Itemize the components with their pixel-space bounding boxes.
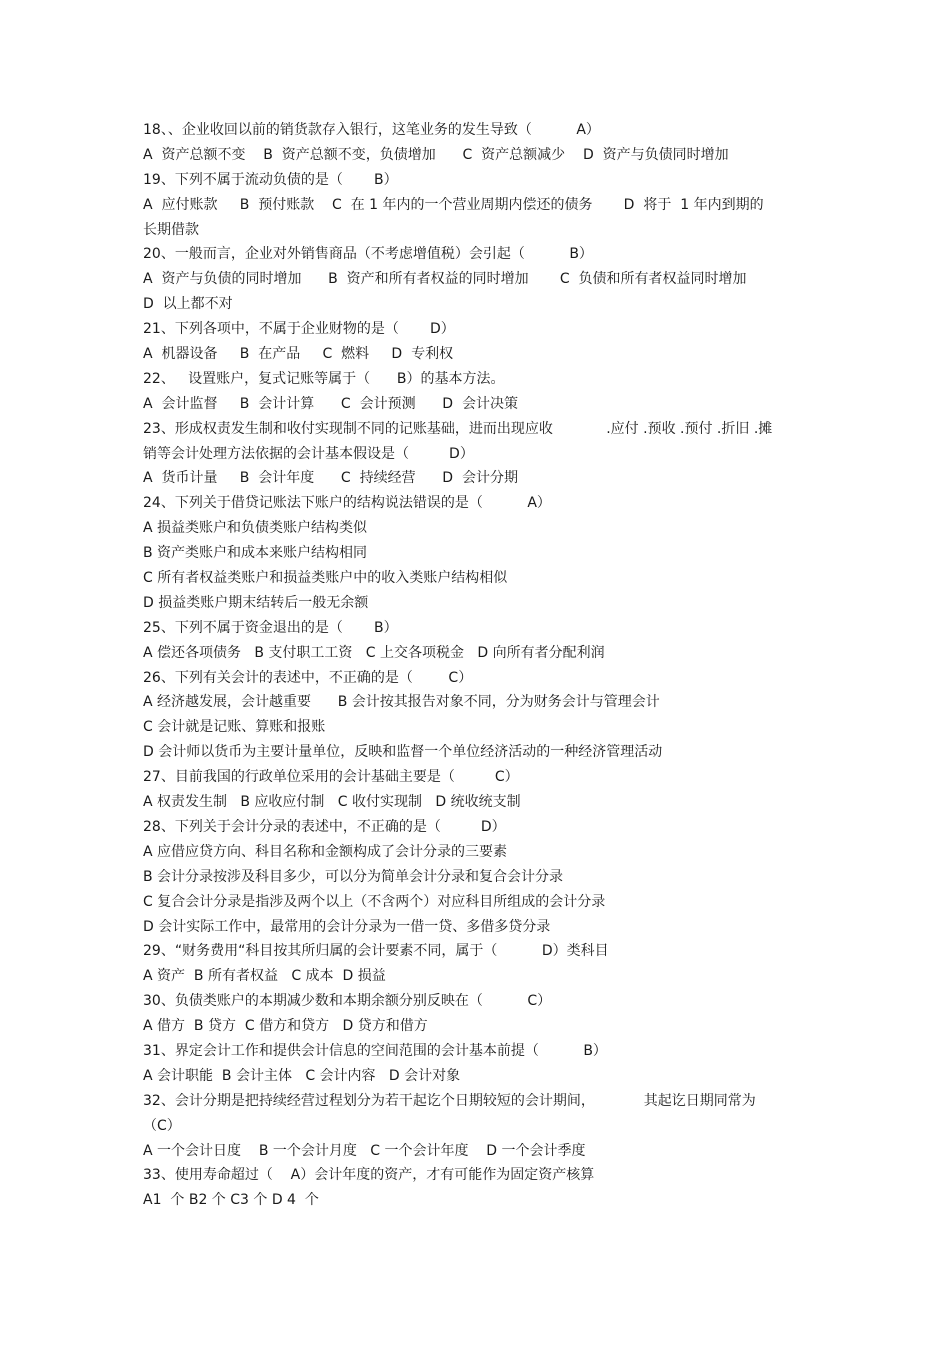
- text-line: 23、形成权责发生制和收付实现制不同的记账基础，进而出现应收 .应付 .预收 .预付 .折旧 .摊: [143, 420, 773, 437]
- text-line: D 以上都不对: [143, 296, 233, 313]
- text-line: 21、下列各项中，不属于企业财物的是（ D）: [143, 321, 455, 338]
- text-line: A 会计职能 B 会计主体 C 会计内容 D 会计对象: [143, 1067, 461, 1084]
- text-line: 32、会计分期是把持续经营过程划分为若干起讫个日期较短的会计期间， 其起讫日期同常为: [143, 1092, 756, 1109]
- text-line: A 应付账款 B 预付账款 C 在 1 年内的一个营业周期内偿还的债务 D 将于 1 年内到期的: [143, 196, 764, 213]
- text-line: A 损益类账户和负债类账户结构类似: [143, 520, 368, 537]
- text-line: A1 个 B2 个 C3 个 D 4 个: [143, 1192, 319, 1209]
- text-line: C 所有者权益类账户和损益类账户中的收入类账户结构相似: [143, 570, 508, 587]
- text-line: 28、下列关于会计分录的表述中，不正确的是（ D）: [143, 818, 506, 835]
- text-line: 22、 设置账户，复式记账等属于（ B）的基本方法。: [143, 370, 505, 387]
- text-line: A 货币计量 B 会计年度 C 持续经营 D 会计分期: [143, 470, 518, 487]
- text-line: A 应借应贷方向、科目名称和金额构成了会计分录的三要素: [143, 843, 508, 860]
- text-line: 20、一般而言，企业对外销售商品（不考虑增值税）会引起（ B）: [143, 246, 593, 263]
- text-line: A 经济越发展，会计越重要 B 会计按其报告对象不同，分为财务会计与管理会计: [143, 694, 660, 711]
- text-line: A 机器设备 B 在产品 C 燃料 D 专利权: [143, 346, 454, 363]
- text-line: 31、界定会计工作和提供会计信息的空间范围的会计基本前提（ B）: [143, 1042, 607, 1059]
- text-line: C 复合会计分录是指涉及两个以上（不含两个）对应科目所组成的会计分录: [143, 893, 606, 910]
- text-line: A 资产总额不变 B 资产总额不变，负债增加 C 资产总额减少 D 资产与负债同时增加: [143, 146, 729, 163]
- text-line: D 会计实际工作中，最常用的会计分录为一借一贷、多借多贷分录: [143, 918, 551, 935]
- text-line: 18、、企业收回以前的销货款存入银行，这笔业务的发生导致（ A）: [143, 122, 600, 138]
- text-line: A 资产与负债的同时增加 B 资产和所有者权益的同时增加 C 负债和所有者权益同时增加: [143, 271, 747, 288]
- text-line: A 一个会计日度 B 一个会计月度 C 一个会计年度 D 一个会计季度: [143, 1142, 586, 1159]
- text-line: A 偿还各项债务 B 支付职工工资 C 上交各项税金 D 向所有者分配利润: [143, 644, 605, 661]
- text-line: 19、下列不属于流动负债的是（ B）: [143, 171, 398, 188]
- text-line: 27、目前我国的行政单位采用的会计基础主要是（ C）: [143, 769, 519, 786]
- text-line: A 资产 B 所有者权益 C 成本 D 损益: [143, 968, 386, 985]
- text-line: A 借方 B 贷方 C 借方和贷方 D 贷方和借方: [143, 1018, 428, 1035]
- text-line: D 损益类账户期末结转后一般无余额: [143, 594, 369, 611]
- text-line: D 会计师以货币为主要计量单位，反映和监督一个单位经济活动的一种经济管理活动: [143, 744, 663, 761]
- text-line: （C）: [143, 1117, 181, 1134]
- text-line: 长期借款: [143, 221, 199, 238]
- text-line: A 会计监督 B 会计计算 C 会计预测 D 会计决策: [143, 395, 518, 412]
- text-line: 24、下列关于借贷记账法下账户的结构说法错误的是（ A）: [143, 495, 551, 512]
- text-line: 26、下列有关会计的表述中，不正确的是（ C）: [143, 669, 473, 686]
- text-line: 30、负债类账户的本期减少数和本期余额分别反映在（ C）: [143, 993, 552, 1010]
- text-line: A 权责发生制 B 应收应付制 C 收付实现制 D 统收统支制: [143, 794, 521, 811]
- text-line: B 资产类账户和成本来账户结构相同: [143, 545, 368, 562]
- text-line: 销等会计处理方法依据的会计基本假设是（ D）: [143, 445, 474, 462]
- text-line: 25、下列不属于资金退出的是（ B）: [143, 619, 398, 636]
- text-line: B 会计分录按涉及科目多少，可以分为简单会计分录和复合会计分录: [143, 868, 564, 885]
- text-line: 33、使用寿命超过（ A）会计年度的资产，才有可能作为固定资产核算: [143, 1167, 595, 1184]
- text-line: C 会计就是记账、算账和报账: [143, 719, 326, 736]
- text-line: 29、“财务费用“科目按其所归属的会计要素不同，属于（ D）类科目: [143, 943, 609, 960]
